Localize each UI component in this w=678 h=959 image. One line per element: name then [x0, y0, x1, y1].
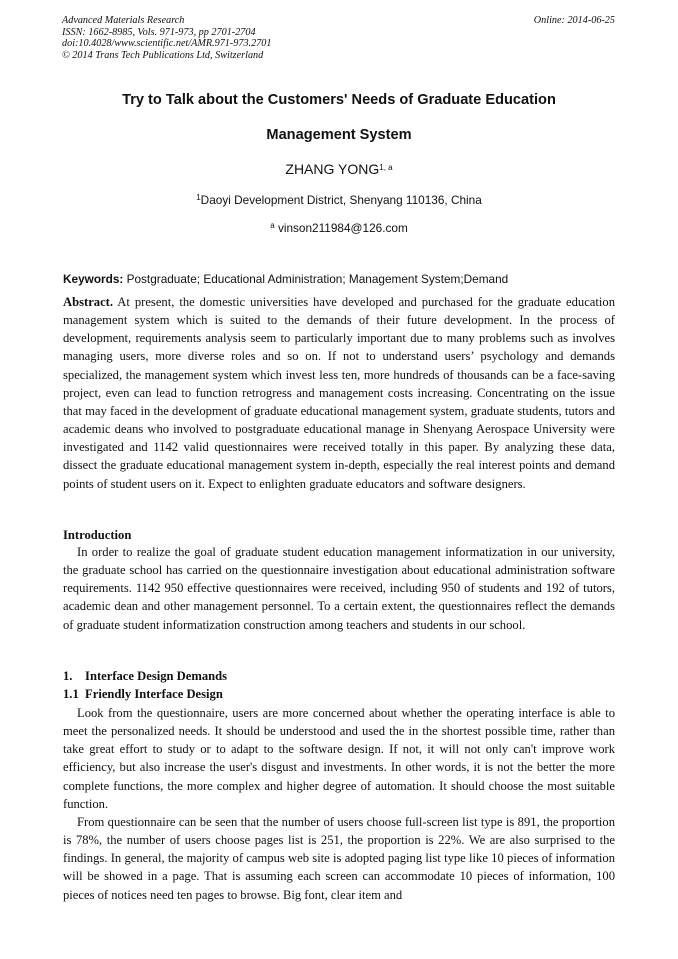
online-date: Online: 2014-06-25	[533, 15, 615, 26]
email-line	[40, 221, 638, 236]
author-marks: 1, a	[379, 163, 393, 172]
introduction-heading: Introduction	[63, 528, 132, 542]
section-1-1-paragraph-2: From questionnaire can be seen that the number of users choose full-screen list type is 891, the proportion is 78%, the number of users choose pages list is 251, the proportion is 22%. We are also surprised to the findings. In general, the majority of campus web site is adopted paging list type like 10 pieces of information will be showed in a page. That is assuming each screen can accommodate 10 pieces of information, 100 pieces of notices need ten pages to browse. Big font, clear item and	[63, 815, 615, 902]
issn-line: ISSN: 1662-8985, Vols. 971-973, pp 2701-2704	[62, 26, 256, 38]
keywords-label: Keywords:	[63, 272, 124, 286]
paper-title-line-1: Try to Talk about the Customers' Needs of Graduate Education	[122, 92, 556, 108]
introduction-paragraph: In order to realize the goal of graduate student education management informatization in our university, the graduate school has carried on the questionnaire investigation about educational administration software requirements. 1142 950 effective questionnaires were received, including 950 of students and 192 of tutors, academic dean and other management personnel. To a certain extent, the questionnaires reflect the demands of graduate student informatization construction among teachers and students in our school.	[63, 545, 615, 632]
abstract	[63, 293, 615, 493]
keywords-text: Postgraduate; Educational Administration; Management System;Demand	[126, 272, 509, 286]
paper-title-line-2: Management System	[266, 127, 412, 143]
affiliation	[40, 193, 638, 208]
copyright-line: © 2014 Trans Tech Publications Ltd, Switzerland	[62, 49, 264, 61]
email-address: vinson211984@126.com	[277, 221, 408, 235]
section-1-heading: 1. Interface Design Demands	[63, 669, 228, 683]
abstract-label: Abstract.	[63, 295, 114, 309]
affiliation-mark: 1	[196, 193, 201, 202]
doi-line: doi:10.4028/www.scientific.net/AMR.971-973.2701	[62, 38, 272, 50]
affiliation-text: Daoyi Development District, Shenyang 110136, China	[200, 193, 482, 207]
keywords	[63, 272, 615, 287]
email-mark: a	[270, 221, 275, 230]
author-name: ZHANG YONG	[285, 161, 380, 177]
abstract-text: At present, the domestic universities have developed and purchased for the graduate education management system which is suited to the demands of their future development. In the process of development, requirements analysis seem to particularly important due to many problems such as involves managing users, more diverse roles and so on. If not to understand users’ psychology and demands specialized, the management system which invest less ten, more hundreds of thousands can be a face-saving project, even can lead to function retrogress and management costs increasing. Concentrating on the issue that may faced in the development of graduate educational management system, graduate students, tutors and academic deans who involved to postgraduate educational manage in Shenyang Aerospace University were investigated and 1142 valid questionnaires were received totally in this paper. By analyzing these data, dissect the graduate educational management system in-depth, especially the real interest points and demand points of student users on it. Expect to enlighten graduate educators and software designers.	[63, 295, 615, 491]
author-line	[40, 160, 638, 178]
section-1-1-paragraph-1: Look from the questionnaire, users are more concerned about whether the operating interface is able to meet the personalized needs. It should be understood and used the in the shortest possible time, rather than take great effort to study or to adapt to the software design. If not, it will not only can't improve work efficiency, but also increase the user's disgust and investments. In other words, it is not the better the more complete functions, the more complex and higher degree of automation. It should choose the most suitable function.	[63, 706, 615, 811]
journal-header	[62, 15, 271, 61]
section-1-1-heading: 1.1 Friendly Interface Design	[63, 687, 223, 701]
journal-name: Advanced Materials Research	[62, 15, 185, 26]
